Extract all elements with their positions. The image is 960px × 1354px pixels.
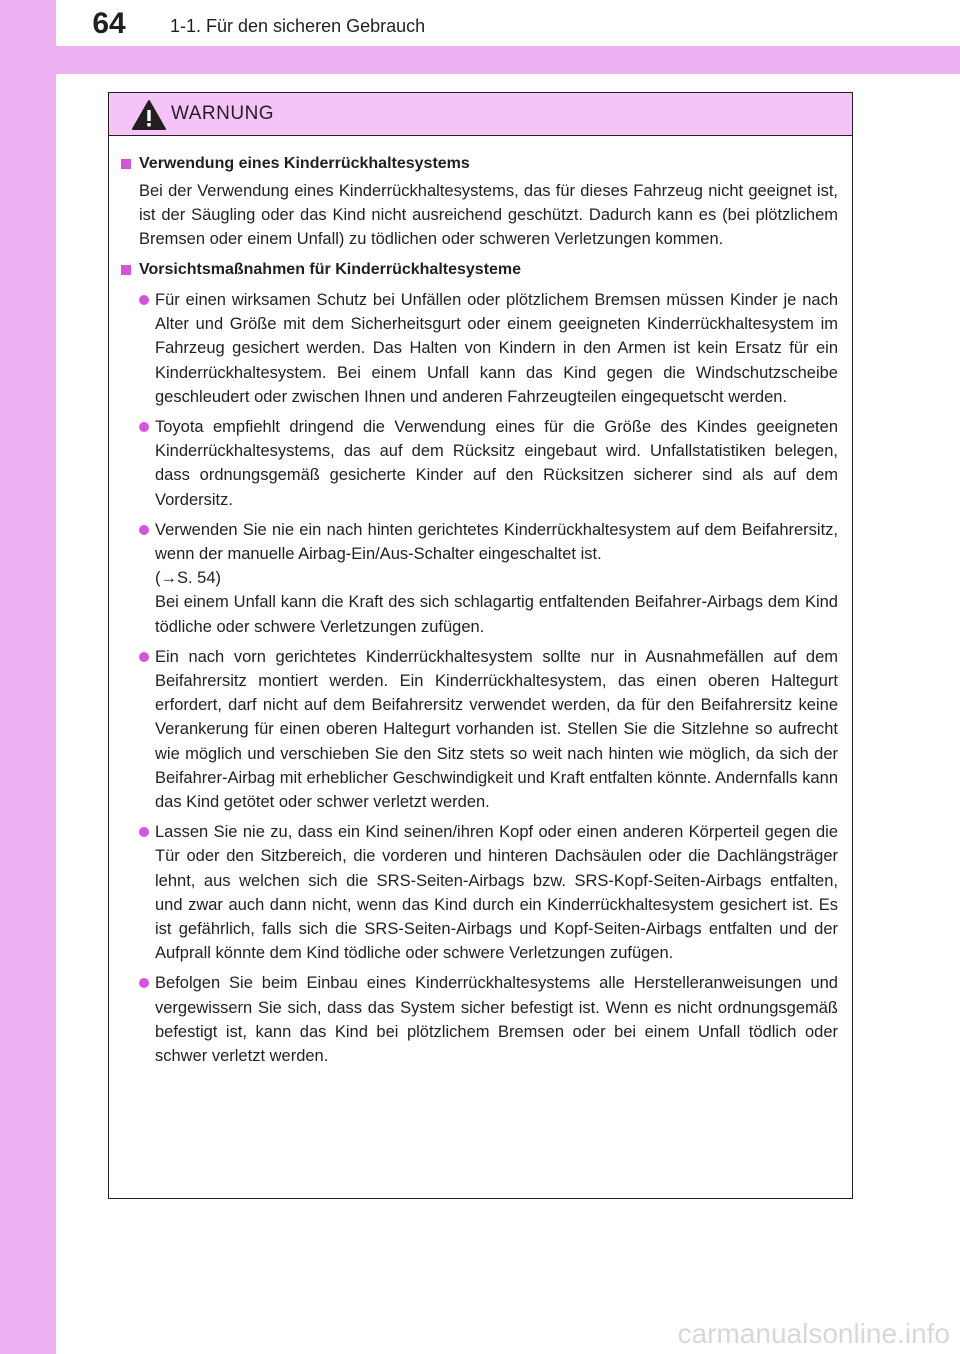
warning-triangle-icon — [131, 99, 167, 131]
circle-bullet-icon — [139, 422, 149, 432]
square-bullet-icon — [121, 159, 131, 169]
bullet-item — [117, 415, 838, 512]
circle-bullet-icon — [139, 978, 149, 988]
page-number: 64 — [56, 0, 162, 46]
section-heading-text: Vorsichtsmaßnahmen für Kinderrückhaltesysteme — [139, 261, 522, 278]
bullet-text: Für einen wirksamen Schutz bei Unfällen oder plötzlichem Bremsen müssen Kinder je nach Alter und Größe mit dem Sicherheitsgurt oder einem geeigneten Kinderrückhaltesystem im Fahrzeug gesichert werden. Das Halten von Kindern in den Armen ist kein Ersatz für ein Kinderrückhaltesystem. Bei einem Unfall kann das Kind gegen die Windschutzscheibe geschleudert oder zwischen Ihnen und anderen Fahrzeugteilen eingequetscht werden. — [155, 291, 838, 406]
bullet-text: Toyota empfiehlt dringend die Verwendung eines für die Größe des Kindes geeigneten Kinderrückhaltesystems, das auf dem Rücksitz eingebaut wird. Unfallstatistiken belegen, dass ordnungsgemäß gesicherte Kinder auf den Rücksitzen sicherer sind als auf dem Vordersitz. — [155, 418, 838, 509]
bullet-text: Verwenden Sie nie ein nach hinten gerichtetes Kinderrückhaltesystem auf dem Beifahrersitz, wenn der manuelle Airbag-Ein/Aus-Schalter eingeschaltet ist. — [155, 520, 838, 564]
bullet-text: Lassen Sie nie zu, dass ein Kind seinen/ihren Kopf oder einen anderen Körperteil gegen die Tür oder den Sitzbereich, die vorderen und hinteren Dachsäulen oder die Dachlängsträger lehnt, aus welchen sich die SRS-Seiten-Airbags bzw. SRS-Kopf-Seiten-Airbags entfalten, und zwar auch dann nicht, wenn das Kind durch ein Kinderrückhaltesystem gesichert ist. Es ist gefährlich, falls sich die SRS-Seiten-Airbags und Kopf-Seiten-Airbags entfalten und der Aufprall könnte dem Kind tödliche oder schwere Verletzungen zufügen. — [155, 823, 838, 963]
section-heading — [117, 152, 838, 176]
bullet-text: Befolgen Sie beim Einbau eines Kinderrückhaltesystems alle Herstelleranweisungen und vergewissern Sie sich, dass das System sicher befestigt ist. Wenn es nicht ordnungsgemäß befestigt ist, kann das Kind bei plötzlichem Bremsen oder bei einem Unfall tödlich oder schwer verletzt werden. — [155, 974, 838, 1066]
warning-header — [109, 93, 852, 136]
circle-bullet-icon — [139, 525, 149, 535]
bullet-item — [117, 288, 838, 409]
warning-title: WARNUNG — [171, 103, 275, 124]
page-reference: (→S. 54) — [155, 569, 222, 588]
warning-box — [108, 92, 853, 1199]
watermark: carmanualsonline.info — [677, 1318, 950, 1349]
bullet-item — [117, 518, 838, 639]
section-title: 1-1. Für den sicheren Gebrauch — [162, 0, 960, 46]
section-paragraph: Bei der Verwendung eines Kinderrückhaltesystems, das für dieses Fahrzeug nicht geeignet ist, ist der Säugling oder das Kind nicht ausreichend geschützt. Dadurch kann es (bei plötzlichem Bremsen oder einem Unfall) zu tödlichen oder schweren Verletzungen kommen. — [139, 182, 838, 248]
circle-bullet-icon — [139, 295, 149, 305]
circle-bullet-icon — [139, 827, 149, 837]
section-heading — [117, 258, 838, 282]
bullet-item — [117, 645, 838, 814]
left-color-band — [0, 0, 56, 1354]
warning-content — [109, 136, 852, 1068]
section-heading-text: Verwendung eines Kinderrückhaltesystems — [139, 155, 470, 172]
bullet-item — [117, 820, 838, 965]
circle-bullet-icon — [139, 652, 149, 662]
bullet-text: Ein nach vorn gerichtetes Kinderrückhaltesystem sollte nur in Ausnahmefällen auf dem Beifahrersitz montiert werden. Ein Kinderrückhaltesystem, das einen oberen Haltegurt erfordert, darf nicht auf dem Beifahrersitz verwendet werden, da für den Beifahrersitz keine Verankerung für einen oberen Haltegurt vorhanden ist. Stellen Sie die Sitzlehne so aufrecht wie möglich und verschieben Sie den Sitz stets so weit nach hinten wie möglich, da sich der Beifahrer-Airbag mit erheblicher Geschwindigkeit und Kraft entfalten könnte. Andernfalls kann das Kind getötet oder schwer verletzt werden. — [155, 647, 838, 812]
square-bullet-icon — [121, 265, 131, 275]
bullet-text-extra: Bei einem Unfall kann die Kraft des sich schlagartig entfaltenden Beifahrer-Airbags dem Kind tödliche oder schwere Verletzungen zufügen. — [155, 593, 838, 636]
bullet-item — [117, 971, 838, 1068]
